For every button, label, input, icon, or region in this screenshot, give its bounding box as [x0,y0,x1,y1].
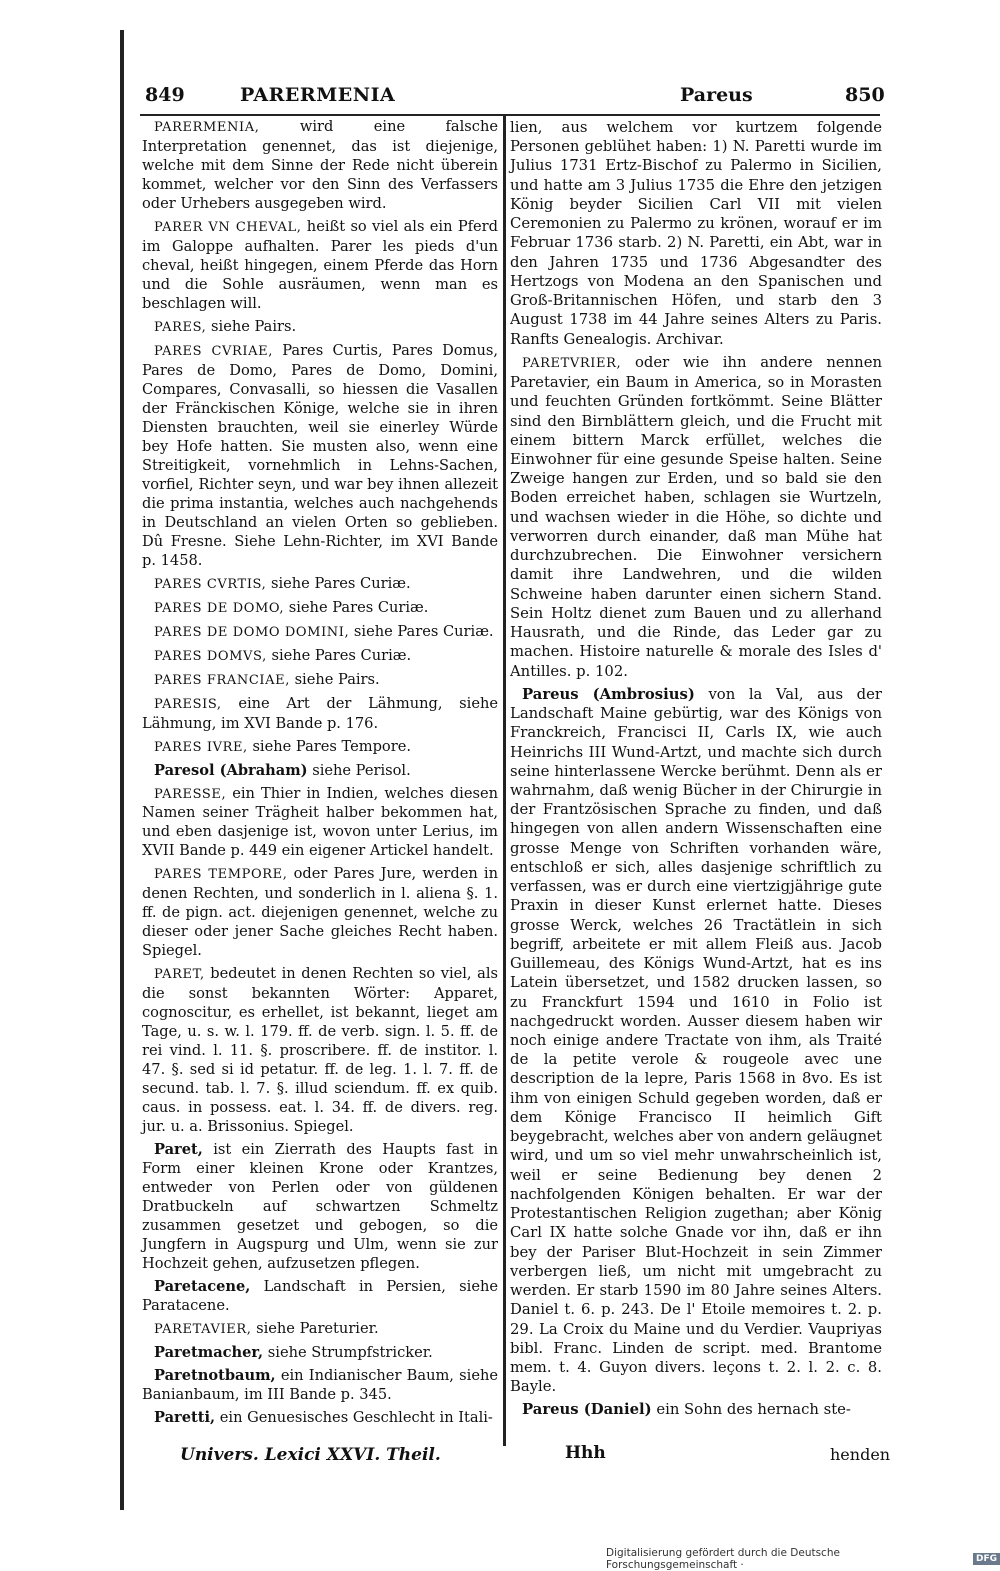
entry-text: siehe Pares Curiæ. [270,574,411,592]
entry-lemma: PARES FRANCIAE, [154,672,290,688]
dictionary-entry [142,738,498,758]
entry-lemma: Pareus (Ambrosius) [522,685,695,703]
dictionary-entry [142,1344,498,1363]
entry-text: siehe Pares Curiæ. [353,622,494,640]
entry-lemma: Paretti, [154,1409,216,1427]
signature-mark: Hhh [565,1443,606,1463]
entry-text: heißt so viel als ein Pferd im Galoppe aufhalten. Parer les pieds d'un cheval, heißt hingegen, einem Pferde das Horn und die Sohle ausräumen, wenn man es beschlagen will. [142,217,498,312]
entry-lemma: PARER VN CHEVAL, [154,219,302,235]
entry-lemma: PARERMENIA, [154,120,260,135]
entry-text: ein Indianischer Baum, siehe Banianbaum, im III Bande p. 345. [142,1367,498,1404]
dictionary-entry [142,342,498,571]
dictionary-entry [142,785,498,862]
entry-text: eine Art der Lähmung, siehe Lähmung, im XVI Bande p. 176. [142,694,499,732]
entry-lemma: PARESSE, [154,786,227,802]
entry-text: siehe Pairs. [294,670,380,688]
left-page-number: 849 [145,84,185,106]
dictionary-entry [142,575,498,595]
digitization-notice [606,1547,1000,1571]
dictionary-entry [510,1400,882,1419]
entry-lemma: PARES, [154,319,207,335]
dictionary-entry [142,1320,498,1340]
dictionary-entry [142,647,498,667]
dictionary-entry [510,685,882,1397]
entry-lemma: Paretnotbaum, [154,1367,276,1385]
dictionary-entry [142,965,498,1137]
left-column [142,118,498,1432]
entry-text: siehe Pares Curiæ. [271,646,412,664]
dictionary-entry [142,865,498,961]
entry-lemma: PARES DOMVS, [154,648,267,664]
entry-lemma: Paretacene, [154,1278,251,1296]
entry-text: ein Thier in Indien, welches diesen Namen seiner Trägheit halber bekommen hat, und eben dasjenige ist, wovon unter Lerius, im XVII Bande p. 449 ein eigener Artickel handelt. [142,784,499,860]
entry-text: oder wie ihn andere nennen Paretavier, ein Baum in America, so in Morasten und feuchten Gründen fortkömmt. Seine Blätter sind den Birnblättern gleich, und die Frucht mit einem bittern Marck erfüllet, welches die Einwohner für eine gesunde Speise halten. Seine Zweige hangen zur Erden, und so bald sie den Boden erreichet haben, schlagen sie Wurtzeln, und wachsen wieder in die Höhe, so dichte und verworren durch einander, daß man Mühe hat durchzubrechen. Die Einwohner versichern damit ihre Landwehren, und die wilden Schweine haben darunter einen sichern Stand. Sein Holtz dienet zum Bauen und zu allerhand Hausrath, und die Rinde, das Leder gar zu machen. Histoire naturelle & morale des Isles d' Antilles. p. 102. [510,353,882,680]
entry-text: siehe Perisol. [312,761,411,779]
dictionary-entry [142,218,498,314]
dictionary-entry [142,1367,498,1405]
entry-text: siehe Pareturier. [256,1320,379,1338]
dictionary-entry [142,599,498,619]
catchword: henden [830,1445,891,1464]
entry-lemma: Paresol (Abraham) [154,761,308,779]
column-divider [503,116,506,1446]
entry-text: siehe Pairs. [211,317,297,335]
dictionary-entry [142,318,498,338]
entry-text: ein Genuesisches Geschlecht in Itali- [219,1409,493,1427]
entry-lemma: PARES TEMPORE, [154,867,288,883]
dictionary-entry [142,1409,498,1428]
dictionary-entry [142,762,498,781]
dictionary-entry [142,1141,498,1274]
right-running-head: Pareus [680,84,753,106]
right-column [510,118,882,1424]
entry-text: Pares Curtis, Pares Domus, Pares de Domo, Pares de Domo, Domini, Compares, Convasalli, so hiessen die Vasallen der Fränckischen Könige, welche sie in ihren Diensten brauchten, weil sie einerley Würde bey Hofe hatten. Sie musten also, wenn eine Streitigkeit, vornehmlich in Lehns-Sachen, vorfiel, Richter seyn, und war bey ihnen allezeit die prima instantia, welches auch nachgehends in Deutschland an vielen Orten so geblieben. Dû Fresne. Siehe Lehn-Richter, im XVI Bande p. 1458. [142,341,498,569]
entry-text: siehe Pares Tempore. [252,737,411,755]
entry-text: ein Sohn des hernach ste- [656,1401,851,1419]
dictionary-entry [142,1278,498,1316]
dfg-notice-text: Digitalisierung gefördert durch die Deutsche Forschungsgemeinschaft · [606,1547,840,1571]
right-page-number: 850 [845,84,885,106]
entry-text: wird eine falsche Interpretation genennet, das ist diejenige, welche mit dem Sinne der Rede nicht überein kommet, welcher vor den Sinn des Verfassers oder Urhebers ausgegeben wird. [142,118,498,212]
dictionary-entry [142,118,498,214]
dictionary-entry [510,353,882,681]
entry-text: bedeutet in denen Rechten so viel, als die sonst bekannten Wörter: Apparet, cognoscitur, es erhellet, ist bekannt, lieget am Tage, u. s. w. l. 179. ff. de verb. sign. l. 5. ff. de rei vind. l. 11. §. proscribere. ff. de institor. l. 47. §. sed si id petatur. ff. de leg. 1. l. 7. ff. de secund. tab. l. 7. §. illud sciendum. ff. ex quib. caus. in possess. eat. l. 34. ff. de divers. reg. jur. u. a. Brissonius. Spiegel. [142,965,499,1136]
dfg-logo: DFG [973,1553,1000,1565]
entry-lemma: Pareus (Daniel) [522,1401,652,1419]
dictionary-entry [142,623,498,643]
entry-text: siehe Pares Curiæ. [288,598,429,616]
page-header [140,84,885,114]
page-binding-edge [120,30,124,1510]
entry-text: von la Val, aus der Landschaft Maine gebürtig, war des Königs von Franckreich, Francisci II, Carls IX, wie auch Heinrichs III Wund-Artzt, und machte sich durch seine hinterlassene Wercke berühmt. Denn als er wahrnahm, daß wenig Bücher in der Chirurgie in der Frantzösischen Sprache zu finden, und daß hingegen von allen andern Wissenschaften eine grosse Menge von Schriften vorhanden wäre, entschloß er sich, alles dasjenige schriftlich zu verfassen, was er durch eine viertzigjährige gute Praxin in dieser Kunst erlernet hatte. Dieses grosse Werck, welches 26 Tractätlein in sich begriff, arbeitete er mit allem Fleiß aus. Jacob Guillemeau, des Königs Wund-Artzt, hat es ins Latein übersetzet, und 1582 drucken lassen, so zu Franckfurt 1594 und 1610 in Folio ist nachgedruckt worden. Ausser diesem haben wir noch einige andere Tractate von ihm, als Traité de la petite verole & rougeole avec une description de la lepre, Paris 1568 in 8vo. Es ist ihm von einigen Schuld gegeben worden, daß er dem Könige Francisco II heimlich Gift beygebracht, welches aber von andern geläugnet wird, und um so viel mehr unwahrscheinlich ist, weil er seine Bedienung bey denen 2 nachfolgenden Königen behalten. Er war der Protestantischen Religion zugethan; aber König Carl IX hatte solche Gnade vor ihn, daß er ihn bey der Pariser Blut-Hochzeit in sein Zimmer verbergen ließ, um nicht mit umgebracht zu werden. Er starb 1590 im 80 Jahre seines Alters. Daniel t. 6. p. 243. De l' Etoile memoires t. 2. p. 29. La Croix du Maine und du Verdier. Vaupriyas bibl. Franc. Linden de script. med. Brantome mem. t. 4. Guyon divers. leçons t. 2. l. 2. c. 8. Bayle. [510,685,882,1396]
entry-lemma: PARETAVIER, [154,1322,252,1338]
dictionary-entry [510,118,882,349]
entry-lemma: PARET, [154,967,205,983]
entry-text: oder Pares Jure, werden in denen Rechten, und sonderlich in l. aliena §. 1. ff. de pign. act. diejenigen genennet, welche zu dieser oder jener Sache gleiches Recht haben. Spiegel. [142,865,498,960]
entry-lemma: PARES DE DOMO DOMINI, [154,624,350,640]
entry-lemma: PARESIS, [154,696,222,712]
entry-text: lien, aus welchem vor kurtzem folgende Personen geblühet haben: 1) N. Paretti wurde im Julius 1731 Ertz-Bischof zu Palermo in Sicilien, und hatte am 3 Julius 1735 die Ehre den jetzigen König beyder Sicilien Carl VII mit vielen Ceremonien zu Palermo zu krönen, worauf er im Februar 1736 starb. 2) N. Paretti, ein Abt, war in den Jahren 1735 und 1736 Abgesandter des Hertzogs von Modena an den Spanischen und Groß-Britannischen Höfen, und starb den 3 August 1738 im 44 Jahre seines Alters zu Paris. Ranfts Genealogis. Archivar. [510,119,882,348]
entry-lemma: Paret, [154,1141,203,1159]
entry-lemma: Paretmacher, [154,1344,264,1362]
entry-lemma: PARETVRIER, [522,355,622,371]
header-rule [140,114,880,116]
volume-title: Univers. Lexici XXVI. Theil. [180,1445,441,1465]
entry-lemma: PARES CVRIAE, [154,343,273,359]
dictionary-entry [142,671,498,691]
entry-lemma: PARES DE DOMO, [154,600,285,616]
entry-text: siehe Strumpfstricker. [267,1344,433,1362]
dictionary-entry [142,695,498,734]
left-running-head: PARERMENIA [240,84,396,106]
entry-lemma: PARES CVRTIS, [154,576,267,592]
entry-lemma: PARES IVRE, [154,739,248,755]
entry-text: ist ein Zierrath des Haupts fast in Form einer kleinen Krone oder Krantzes, entweder von Perlen oder von güldenen Dratbuckeln auf schwartzen Schmeltz zusammen gesetzet und gebogen, so die Jungfern in Augspurg und Ulm, wenn sie zur Hochzeit gehen, aufzusetzen pflegen. [142,1141,499,1273]
entry-text: Landschaft in Persien, siehe Paratacene. [142,1278,498,1315]
